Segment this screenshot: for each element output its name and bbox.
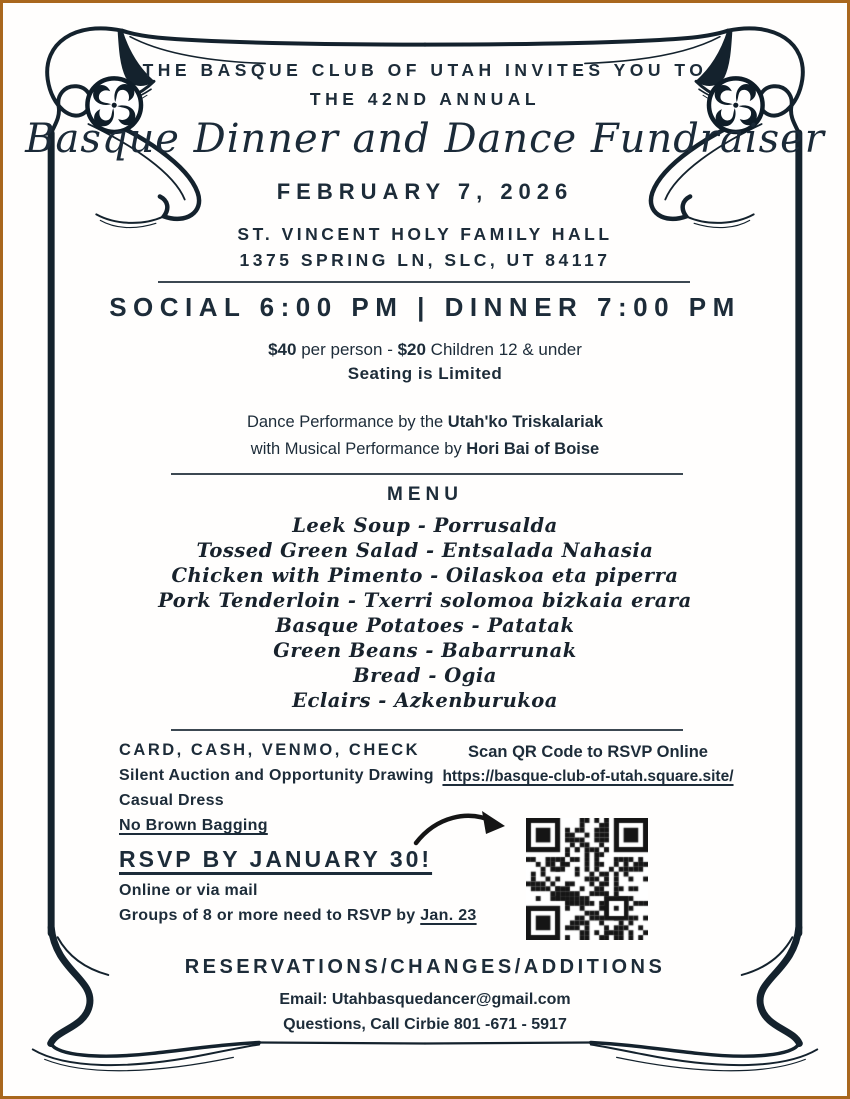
contact-email-line: Email: Utahbasquedancer@gmail.com — [279, 991, 571, 1008]
music-prefix: with Musical Performance by — [250, 440, 467, 458]
social-dinner-times: SOCIAL 6:00 PM | DINNER 7:00 PM — [109, 292, 741, 322]
rsvp-groups-prefix: Groups of 8 or more need to RSVP by — [119, 907, 421, 924]
qr-code — [526, 818, 648, 940]
menu-item: Eclairs - Azkenburukoa — [292, 689, 558, 712]
rsvp-groups-date: Jan. 23 — [420, 907, 477, 924]
menu-item: Basque Potatoes - Patatak — [275, 614, 575, 637]
menu-item: Bread - Ogia — [353, 664, 497, 687]
invite-line-2: THE 42ND ANNUAL — [309, 89, 541, 109]
venue-block — [3, 221, 847, 273]
venue-address: 1375 SPRING LN, SLC, UT 84117 — [239, 250, 611, 270]
divider-top — [158, 281, 690, 283]
price-line — [3, 340, 847, 360]
contact-phone-line: Questions, Call Cirbie 801 -671 - 5917 — [283, 1016, 567, 1033]
rsvp-deadline-headline: RSVP BY JANUARY 30! — [119, 846, 433, 872]
menu-item: Leek Soup - Porrusalda — [292, 514, 558, 537]
price-separator: per person - — [296, 340, 398, 359]
music-group-name: Hori Bai of Boise — [466, 440, 600, 458]
menu-item: Green Beans - Babarrunak — [273, 639, 577, 662]
divider-menu-top — [171, 473, 683, 475]
performance-block — [3, 409, 847, 463]
auction-line: Silent Auction and Opportunity Drawing — [119, 767, 434, 784]
dress-line: Casual Dress — [119, 792, 224, 809]
music-performance-line — [3, 436, 847, 463]
payment-methods: CARD, CASH, VENMO, CHECK — [119, 741, 421, 759]
seating-note: Seating is Limited — [347, 364, 503, 383]
rsvp-online-line: Online or via mail — [119, 882, 258, 899]
price-child: $20 — [397, 340, 426, 359]
dance-group-name: Utah'ko Triskalariak — [447, 413, 604, 431]
menu-heading: MENU — [387, 484, 463, 505]
rsvp-groups-line — [119, 907, 477, 925]
menu-item: Pork Tenderloin - Txerri solomoa bizkaia erara — [158, 589, 692, 612]
no-brown-bagging-line: No Brown Bagging — [119, 817, 268, 834]
menu-item: Tossed Green Salad - Entsalada Nahasia — [196, 539, 654, 562]
dance-prefix: Dance Performance by the — [246, 413, 448, 431]
menu-list — [3, 513, 847, 713]
curved-arrow-icon — [408, 801, 513, 851]
event-title: Basque Dinner and Dance Fundraiser — [25, 116, 825, 162]
menu-item: Chicken with Pimento - Oilaskoa eta piperra — [171, 564, 679, 587]
rsvp-url-link[interactable]: https://basque-club-of-utah.square.site/ — [442, 768, 734, 785]
divider-menu-bottom — [171, 729, 683, 731]
reservations-headline: RESERVATIONS/CHANGES/ADDITIONS — [184, 956, 666, 978]
invite-line-1: THE BASQUE CLUB OF UTAH INVITES YOU TO — [142, 60, 708, 80]
dance-performance-line — [3, 409, 847, 436]
price-adult: $40 — [268, 340, 297, 359]
event-date: FEBRUARY 7, 2026 — [276, 179, 574, 204]
price-child-label: Children 12 & under — [425, 340, 582, 359]
qr-heading: Scan QR Code to RSVP Online — [468, 743, 708, 761]
venue-name: ST. VINCENT HOLY FAMILY HALL — [237, 224, 613, 244]
